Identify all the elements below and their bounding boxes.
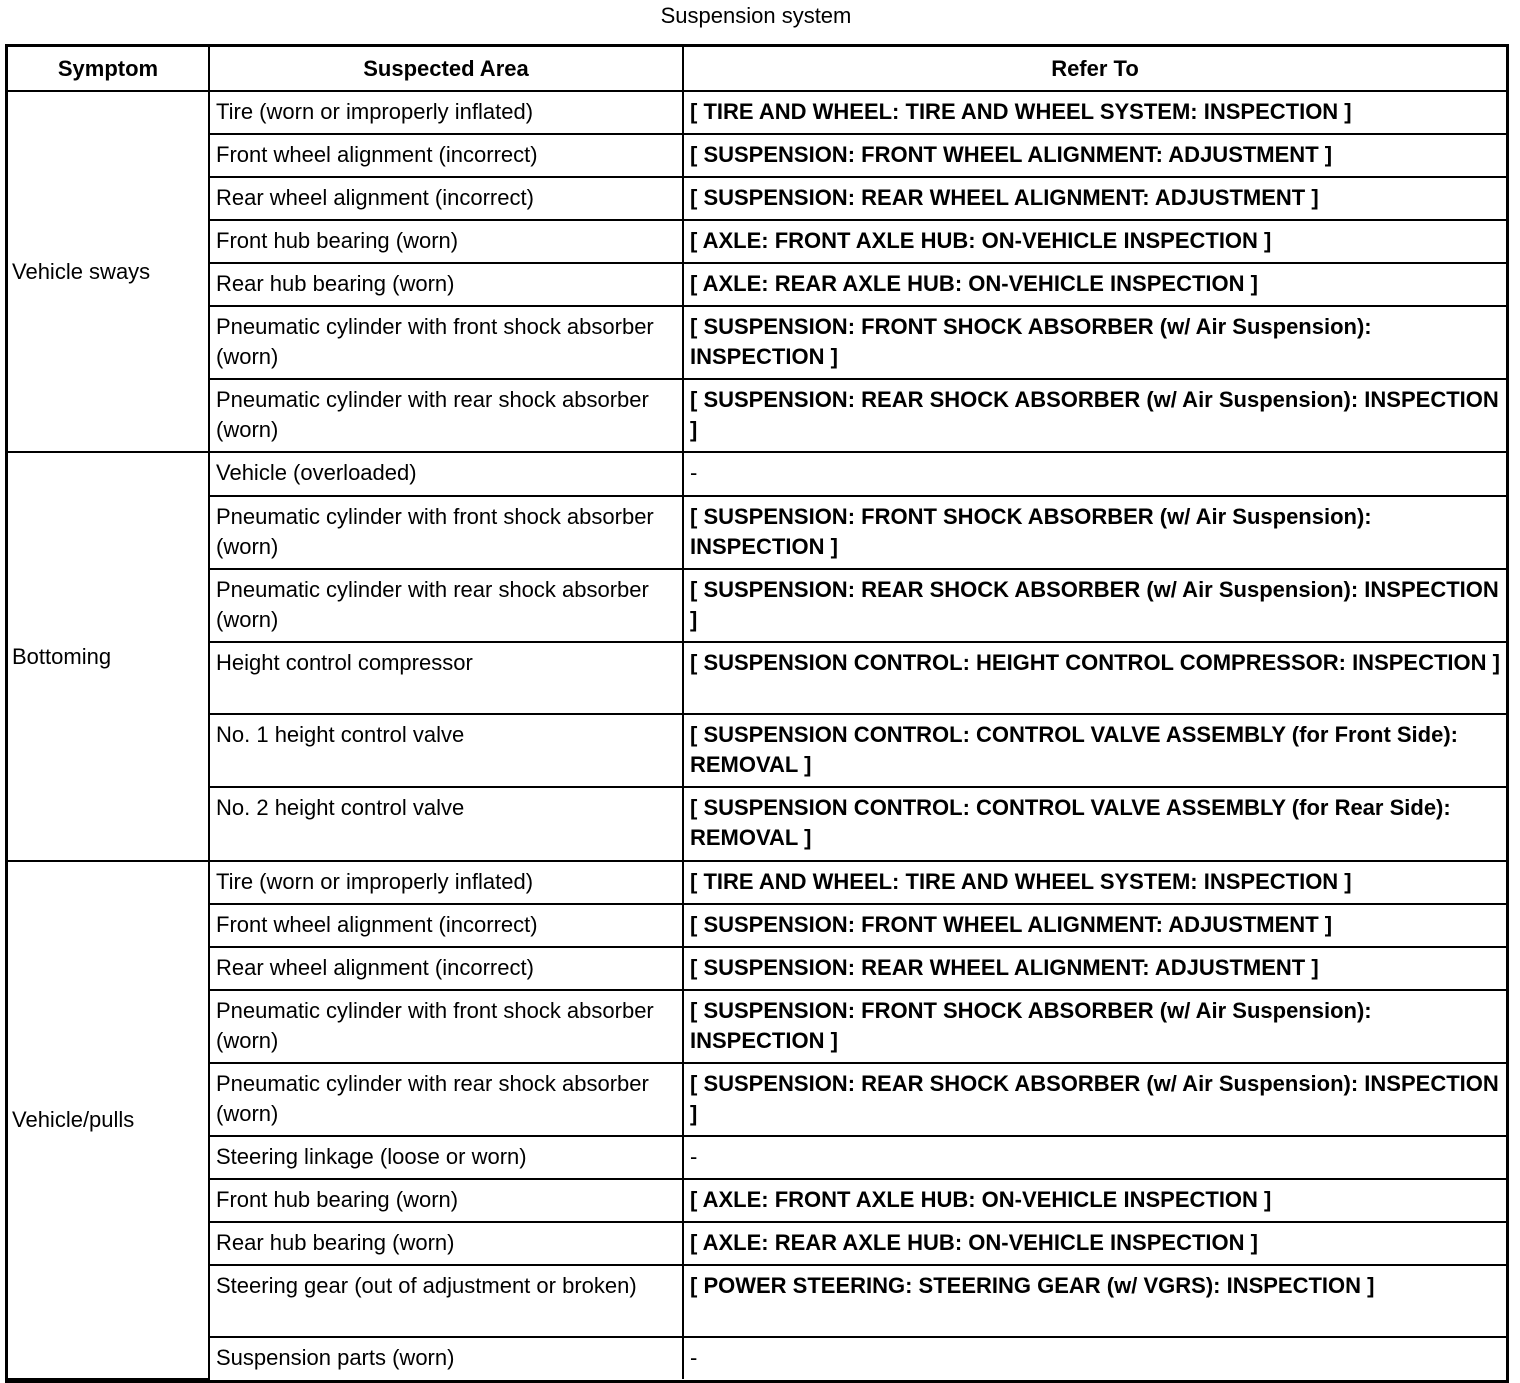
symptom-cell-vehicle-sways: Vehicle sways <box>8 91 209 452</box>
symptom-cell-bottoming: Bottoming <box>8 452 209 861</box>
symptom-cell-vehicle-pulls: Vehicle/pulls <box>8 861 209 1379</box>
refer-to-cell: [ SUSPENSION CONTROL: HEIGHT CONTROL COMPRESSOR: INSPECTION ] <box>683 642 1506 714</box>
suspected-area-cell: Pneumatic cylinder with front shock absorber (worn) <box>209 306 683 379</box>
table-row <box>8 861 1506 904</box>
table-row <box>8 990 1506 1063</box>
suspected-area-cell: Rear wheel alignment (incorrect) <box>209 177 683 220</box>
suspected-area-cell: Vehicle (overloaded) <box>209 452 683 496</box>
suspected-area-cell: Front hub bearing (worn) <box>209 220 683 263</box>
table-row <box>8 1063 1506 1136</box>
suspected-area-cell: Front hub bearing (worn) <box>209 1179 683 1222</box>
refer-to-cell: [ SUSPENSION: REAR WHEEL ALIGNMENT: ADJUSTMENT ] <box>683 177 1506 220</box>
table-row <box>8 1337 1506 1379</box>
suspected-area-cell: Pneumatic cylinder with rear shock absorber (worn) <box>209 1063 683 1136</box>
refer-to-cell: [ AXLE: FRONT AXLE HUB: ON-VEHICLE INSPECTION ] <box>683 220 1506 263</box>
table-row <box>8 904 1506 947</box>
refer-to-cell: [ SUSPENSION: FRONT SHOCK ABSORBER (w/ Air Suspension): INSPECTION ] <box>683 306 1506 379</box>
suspected-area-cell: Steering linkage (loose or worn) <box>209 1136 683 1179</box>
table-row <box>8 263 1506 306</box>
table-row <box>8 1222 1506 1265</box>
suspected-area-cell: Front wheel alignment (incorrect) <box>209 904 683 947</box>
suspected-area-cell: Rear hub bearing (worn) <box>209 1222 683 1265</box>
suspected-area-cell: Pneumatic cylinder with rear shock absorber (worn) <box>209 379 683 452</box>
refer-to-cell: [ TIRE AND WHEEL: TIRE AND WHEEL SYSTEM: INSPECTION ] <box>683 91 1506 134</box>
table-row <box>8 642 1506 714</box>
table-row <box>8 177 1506 220</box>
table-caption: Suspension system <box>660 3 852 28</box>
table-row <box>8 569 1506 642</box>
table-row <box>8 1136 1506 1179</box>
suspected-area-cell: Pneumatic cylinder with rear shock absorber (worn) <box>209 569 683 642</box>
suspected-area-cell: Pneumatic cylinder with front shock absorber (worn) <box>209 990 683 1063</box>
suspension-table-frame <box>5 44 1509 1383</box>
table-row <box>8 1265 1506 1337</box>
table-row <box>8 452 1506 496</box>
suspected-area-cell: Steering gear (out of adjustment or broken) <box>209 1265 683 1337</box>
table-row <box>8 91 1506 134</box>
refer-to-cell: [ SUSPENSION: FRONT WHEEL ALIGNMENT: ADJUSTMENT ] <box>683 134 1506 177</box>
suspected-area-cell: Front wheel alignment (incorrect) <box>209 134 683 177</box>
table-row <box>8 947 1506 990</box>
header-symptom: Symptom <box>8 47 209 91</box>
suspected-area-cell: Pneumatic cylinder with front shock absorber (worn) <box>209 496 683 569</box>
header-row <box>8 47 1506 91</box>
suspected-area-cell: Rear wheel alignment (incorrect) <box>209 947 683 990</box>
table-body <box>8 91 1506 1379</box>
refer-to-cell: [ POWER STEERING: STEERING GEAR (w/ VGRS): INSPECTION ] <box>683 1265 1506 1337</box>
refer-to-cell: [ AXLE: REAR AXLE HUB: ON-VEHICLE INSPECTION ] <box>683 263 1506 306</box>
refer-to-cell: - <box>683 1136 1506 1179</box>
table-row <box>8 306 1506 379</box>
header-refer-to: Refer To <box>683 47 1506 91</box>
suspension-table <box>8 47 1506 1380</box>
table-row <box>8 496 1506 569</box>
table-row <box>8 787 1506 861</box>
refer-to-cell: [ SUSPENSION CONTROL: CONTROL VALVE ASSEMBLY (for Rear Side): REMOVAL ] <box>683 787 1506 861</box>
suspected-area-cell: No. 2 height control valve <box>209 787 683 861</box>
refer-to-cell: - <box>683 452 1506 496</box>
refer-to-cell: - <box>683 1337 1506 1379</box>
suspected-area-cell: Rear hub bearing (worn) <box>209 263 683 306</box>
refer-to-cell: [ AXLE: REAR AXLE HUB: ON-VEHICLE INSPECTION ] <box>683 1222 1506 1265</box>
refer-to-cell: [ SUSPENSION: FRONT SHOCK ABSORBER (w/ Air Suspension): INSPECTION ] <box>683 496 1506 569</box>
table-row <box>8 714 1506 787</box>
suspected-area-cell: Tire (worn or improperly inflated) <box>209 861 683 904</box>
suspected-area-cell: Tire (worn or improperly inflated) <box>209 91 683 134</box>
refer-to-cell: [ SUSPENSION: REAR SHOCK ABSORBER (w/ Air Suspension): INSPECTION ] <box>683 1063 1506 1136</box>
suspected-area-cell: Suspension parts (worn) <box>209 1337 683 1379</box>
refer-to-cell: [ TIRE AND WHEEL: TIRE AND WHEEL SYSTEM: INSPECTION ] <box>683 861 1506 904</box>
refer-to-cell: [ AXLE: FRONT AXLE HUB: ON-VEHICLE INSPECTION ] <box>683 1179 1506 1222</box>
table-row <box>8 134 1506 177</box>
refer-to-cell: [ SUSPENSION: REAR SHOCK ABSORBER (w/ Air Suspension): INSPECTION ] <box>683 379 1506 452</box>
refer-to-cell: [ SUSPENSION: REAR WHEEL ALIGNMENT: ADJUSTMENT ] <box>683 947 1506 990</box>
table-row <box>8 1179 1506 1222</box>
refer-to-cell: [ SUSPENSION: FRONT SHOCK ABSORBER (w/ Air Suspension): INSPECTION ] <box>683 990 1506 1063</box>
header-suspected-area: Suspected Area <box>209 47 683 91</box>
table-row <box>8 220 1506 263</box>
suspected-area-cell: No. 1 height control valve <box>209 714 683 787</box>
refer-to-cell: [ SUSPENSION CONTROL: CONTROL VALVE ASSEMBLY (for Front Side): REMOVAL ] <box>683 714 1506 787</box>
refer-to-cell: [ SUSPENSION: FRONT WHEEL ALIGNMENT: ADJUSTMENT ] <box>683 904 1506 947</box>
table-row <box>8 379 1506 452</box>
suspected-area-cell: Height control compressor <box>209 642 683 714</box>
refer-to-cell: [ SUSPENSION: REAR SHOCK ABSORBER (w/ Air Suspension): INSPECTION ] <box>683 569 1506 642</box>
